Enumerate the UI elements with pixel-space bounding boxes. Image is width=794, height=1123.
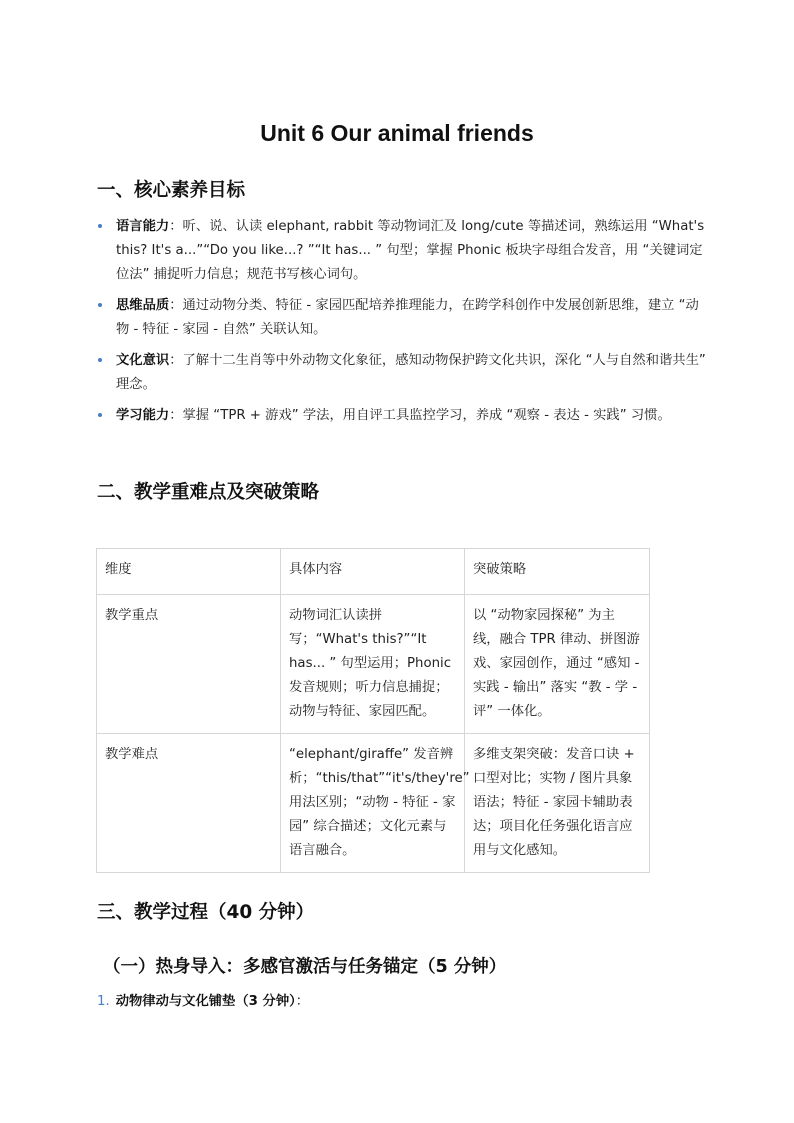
table-cell: 多维支架突破：发音口诀 + 口型对比；实物 / 图片具象语法；特征 - 家园卡辅助表达；项目化任务强化语言应用与文化感知。: [465, 734, 650, 873]
section-heading-process: 三、教学过程（40 分钟）: [97, 902, 315, 923]
list-item: [97, 294, 707, 342]
section-heading-objectives: 一、核心素养目标: [97, 180, 246, 201]
table-row: [97, 734, 650, 873]
table-row: [97, 595, 650, 734]
table-header-cell: 具体内容: [281, 549, 465, 595]
list-number: 1.: [97, 994, 110, 1009]
step-label: 动物律动与文化铺垫（3 分钟）: [115, 994, 296, 1009]
item-text: ：通过动物分类、特征 - 家园匹配培养推理能力，在跨学科创作中发展创新思维，建立 “动物 - 特征 - 家园 - 自然” 关联认知。: [116, 298, 699, 337]
objectives-list: [97, 215, 707, 435]
item-text: ：掌握 “TPR + 游戏” 学法，用自评工具监控学习，养成 “观察 - 表达 - 实践” 习惯。: [169, 408, 671, 423]
keypoints-table: [96, 548, 650, 873]
list-item: [97, 215, 707, 287]
item-text: ：了解十二生肖等中外动物文化象征，感知动物保护跨文化共识，深化 “人与自然和谐共生” 理念。: [116, 353, 706, 392]
document-title: Unit 6 Our animal friends: [260, 120, 534, 146]
table-cell: 以 “动物家园探秘” 为主线，融合 TPR 律动、拼图游戏、家园创作，通过 “感知 - 实践 - 输出” 落实 “教 - 学 - 评” 一体化。: [465, 595, 650, 734]
table-cell: 动物词汇认读拼写；“What's this?”“It has... ” 句型运用；Phonic 发音规则；听力信息捕捉；动物与特征、家园匹配。: [281, 595, 465, 734]
item-label: 文化意识: [116, 353, 170, 368]
table-header-cell: 维度: [97, 549, 281, 595]
table-cell: 教学重点: [97, 595, 281, 734]
item-text: ：听、说、认读 elephant, rabbit 等动物词汇及 long/cute 等描述词，熟练运用 “What's this? It's a...”“Do you like...? ”“It has... ” 句型；掌握 Phonic 板块字母组合发音，用 “关键词定位法” 捕捉听力信息；规范书写核心词句。: [116, 219, 705, 282]
table-cell: 教学难点: [97, 734, 281, 873]
table-cell: “elephant/giraffe” 发音辨析；“this/that”“it's/they're” 用法区别；“动物 - 特征 - 家园” 综合描述；文化元素与语言融合。: [281, 734, 465, 873]
step-suffix: ：: [295, 994, 310, 1009]
ordered-list-item: [97, 990, 309, 1009]
subsection-heading-warmup: （一）热身导入：多感官激活与任务锚定（5 分钟）: [103, 957, 507, 977]
table-header-cell: 突破策略: [465, 549, 650, 595]
item-label: 学习能力: [116, 408, 170, 423]
table-header-row: [97, 549, 650, 595]
item-label: 语言能力: [116, 219, 170, 234]
list-item: [97, 404, 707, 428]
section-heading-keypoints: 二、教学重难点及突破策略: [97, 482, 320, 503]
item-label: 思维品质: [116, 298, 170, 313]
list-item: [97, 349, 707, 397]
